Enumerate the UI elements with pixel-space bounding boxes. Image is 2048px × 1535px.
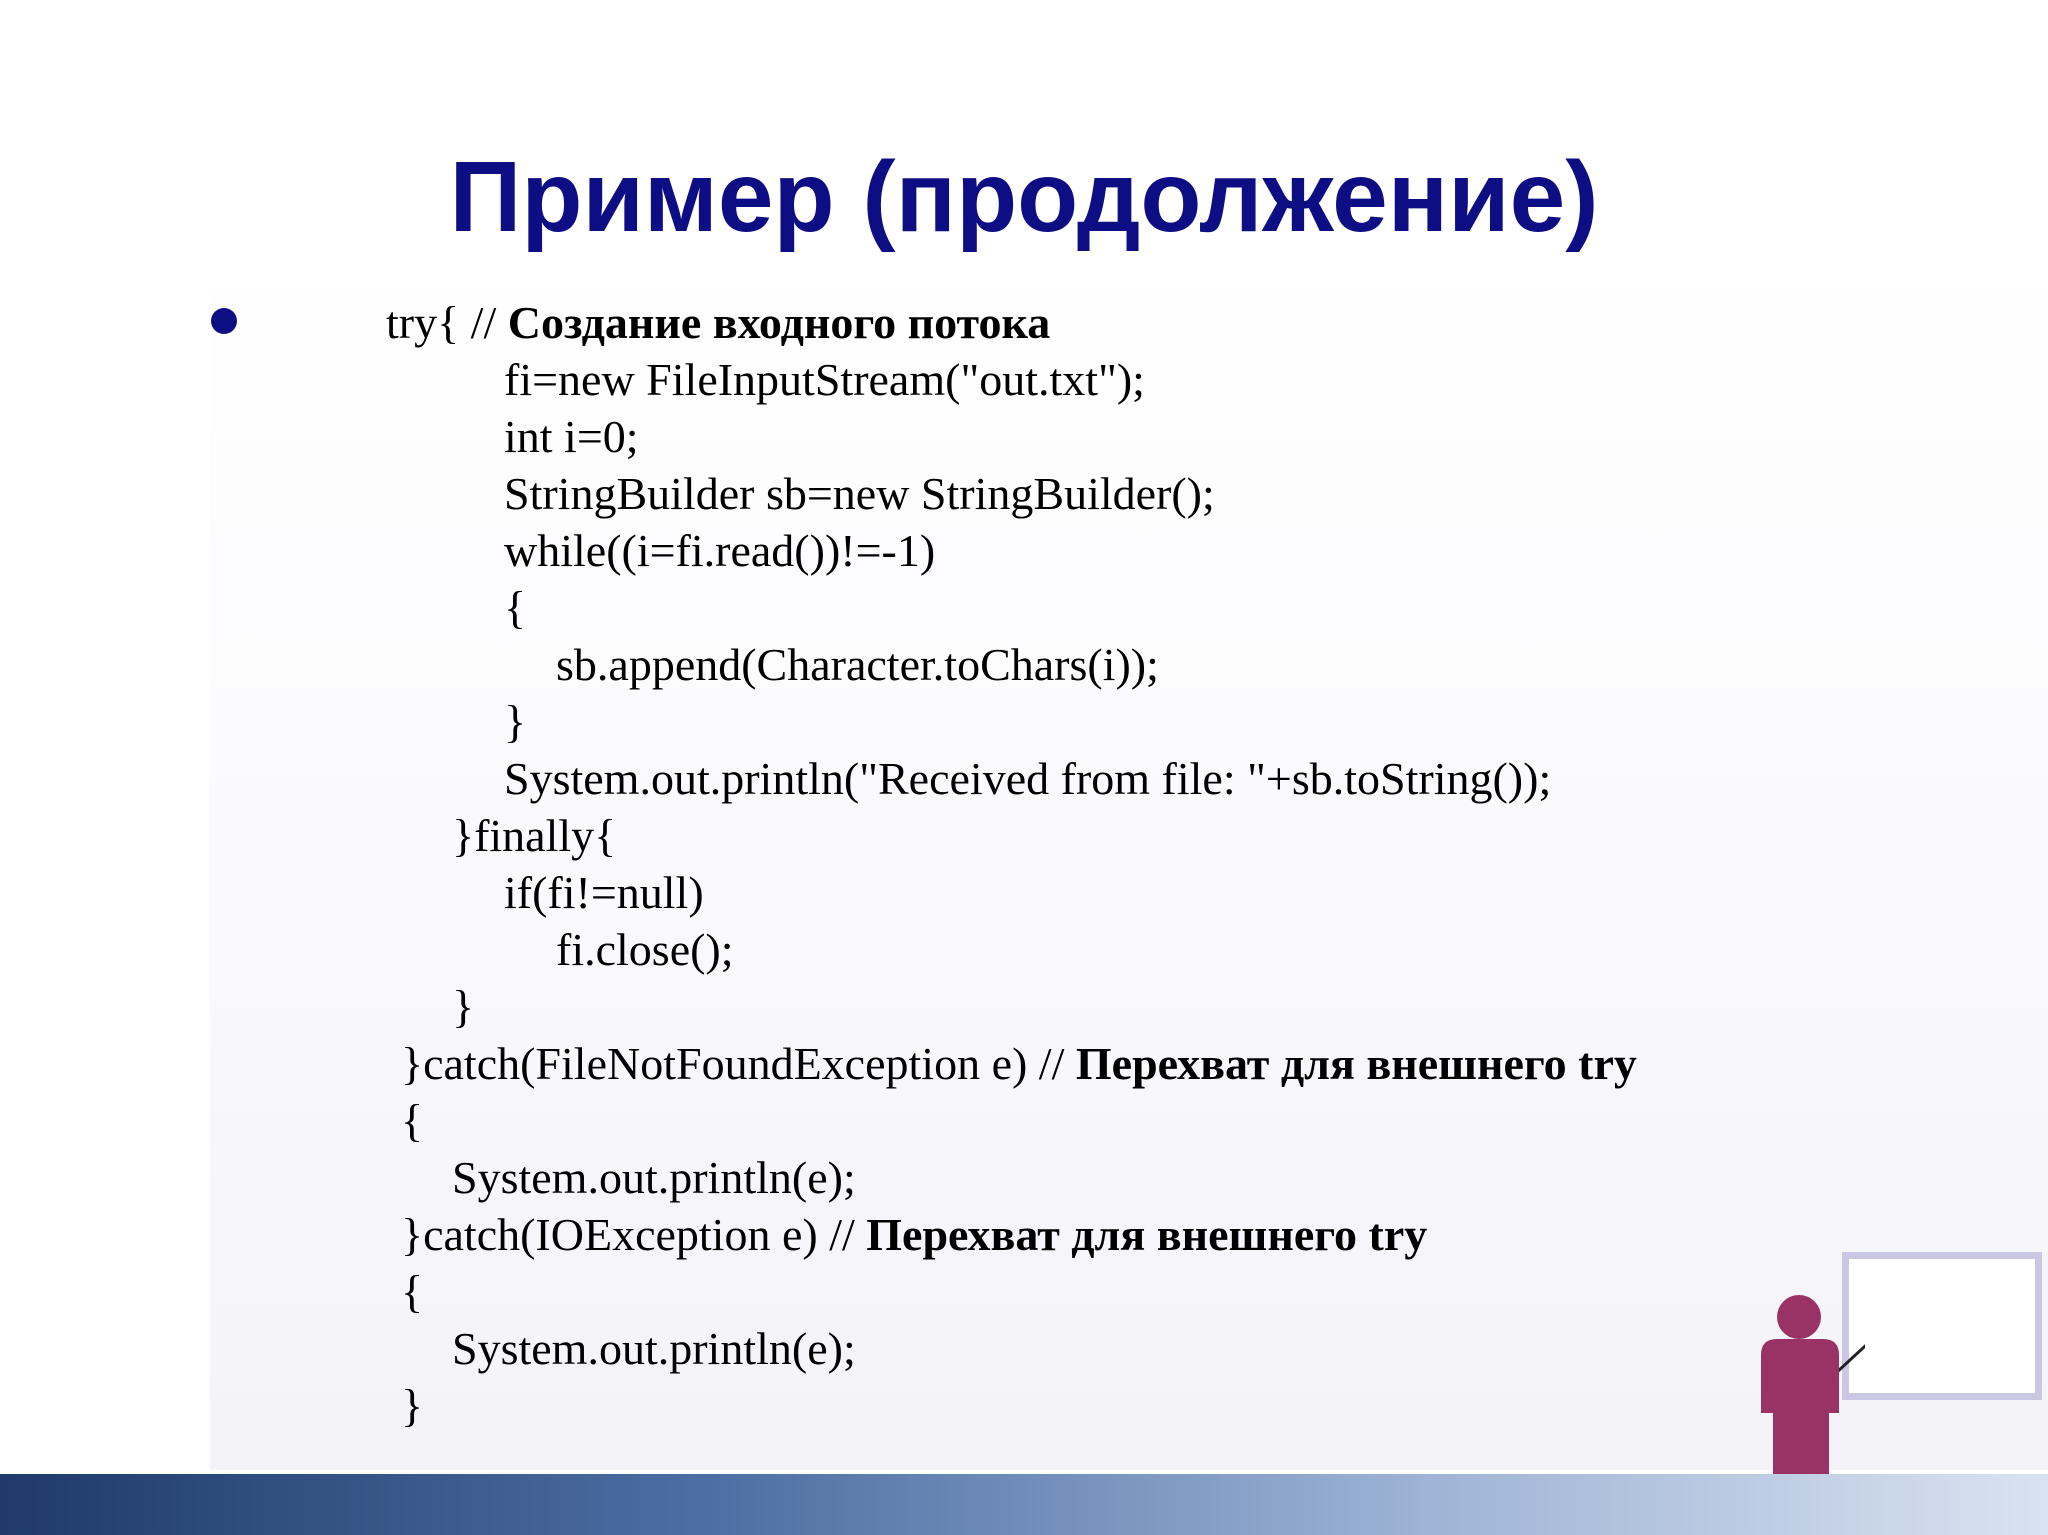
code-text: }catch(FileNotFoundException e) // xyxy=(401,1038,1076,1089)
code-line-1 xyxy=(386,294,1050,351)
code-line-16: System.out.println(e); xyxy=(452,1152,856,1203)
code-line-2: fi=new FileInputStream("out.txt"); xyxy=(504,354,1145,405)
code-line-7: sb.append(Character.toChars(i)); xyxy=(556,639,1159,690)
code-line-9: System.out.println("Received from file: "+sb.toString()); xyxy=(504,753,1552,804)
code-line-15: { xyxy=(401,1095,424,1146)
code-line-13: } xyxy=(452,981,475,1032)
code-comment: Создание входного потока xyxy=(507,297,1051,348)
code-line-11: if(fi!=null) xyxy=(504,867,704,918)
code-comment: Перехват для внешнего try xyxy=(1075,1038,1637,1089)
bullet-dot-icon xyxy=(211,308,237,334)
slide-title: Пример (продолжение) xyxy=(449,141,1599,253)
code-line-5: while((i=fi.read())!=-1) xyxy=(504,525,936,576)
code-line-8: } xyxy=(504,696,527,747)
code-line-14 xyxy=(401,1035,1637,1092)
code-line-6: { xyxy=(504,582,527,633)
code-text: }catch(IOException e) // xyxy=(401,1209,867,1260)
code-line-20: } xyxy=(401,1380,424,1431)
code-line-19: System.out.println(e); xyxy=(452,1323,856,1374)
code-line-10: }finally{ xyxy=(452,810,617,861)
whiteboard-icon xyxy=(1842,1252,2042,1400)
code-comment: Перехват для внешнего try xyxy=(866,1209,1428,1260)
code-line-18: { xyxy=(401,1266,424,1317)
code-text: try{ // xyxy=(386,297,508,348)
code-line-3: int i=0; xyxy=(504,411,639,462)
code-line-12: fi.close(); xyxy=(556,924,734,975)
code-line-17 xyxy=(401,1206,1427,1263)
code-line-4: StringBuilder sb=new StringBuilder(); xyxy=(504,468,1215,519)
footer-gradient-bar xyxy=(0,1474,2048,1535)
